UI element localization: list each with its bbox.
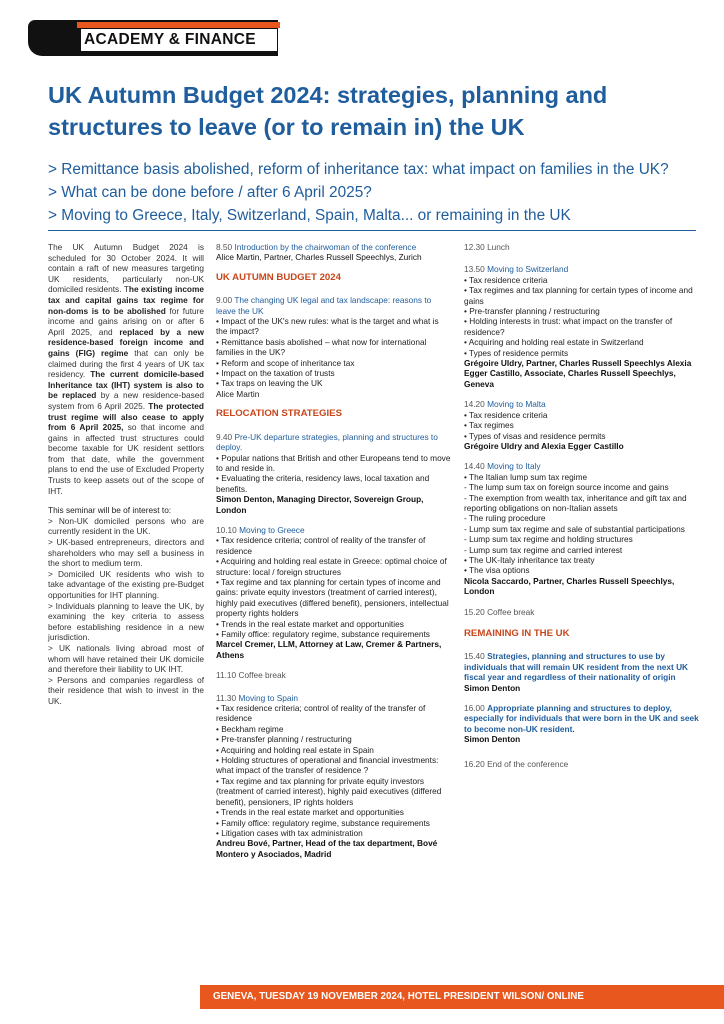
program-column-afternoon (464, 242, 700, 781)
session-point: • Pre-transfer planning / restructuring (216, 734, 352, 745)
session-point: • Beckham regime (216, 723, 284, 734)
intro-text: so that income and gains in affected trust structures could become taxable for UK resident settlors from that date, while the government plans to end the use of Excluded Property Trusts to keep assets out of the scope of IHT. (48, 422, 204, 496)
section-heading: REMAINING IN THE UK (464, 628, 570, 639)
session-point: - The lump sum tax on foreign source income and gains (464, 482, 669, 493)
session-1350 (464, 264, 700, 389)
session-point: • Acquiring and holding real estate in Spain (216, 744, 374, 755)
session-point: • Litigation cases with tax administration (216, 827, 363, 838)
session-speaker: Alice Martin (216, 388, 260, 399)
session-point: • Family office: regulatory regime, substance requirements (216, 817, 430, 828)
intro-highlight: The current domicile-based Inheritance tax (IHT) system is also to be replaced (48, 369, 204, 401)
session-title: Introduction by the chairwoman of the conference (234, 242, 417, 252)
session-point: • Impact of the UK's new rules: what is the target and what is the impact? (216, 316, 439, 337)
session-point: • Tax residence criteria (464, 409, 548, 420)
session-point: • The visa options (464, 565, 530, 576)
coffee-break: 15.20 Coffee break (464, 606, 535, 617)
session-point: • Tax regimes and tax planning for certain types of income and gains (464, 285, 693, 306)
intro-highlight: The protected trust regime will also cease to apply from 6 April 2025, (48, 400, 204, 433)
session-1420 (464, 399, 700, 451)
session-title: The changing UK legal and tax landscape: reasons to leave the UK (216, 295, 432, 316)
subtitle-item: > Remittance basis abolished, reform of inheritance tax: what impact on families in the UK? (48, 161, 669, 178)
session-point: • Tax residence criteria; control of reality of the transfer of residence (216, 703, 426, 724)
interest-heading: This seminar will be of interest to: (48, 505, 172, 516)
session-time: 13.50 (464, 264, 485, 275)
session-point: • Pre-transfer planning / restructuring (464, 306, 600, 317)
session-speaker: Simon Denton, Managing Director, Sovereign Group, London (216, 494, 424, 515)
session-900 (216, 295, 452, 399)
intro-column (48, 242, 204, 716)
session-title: Moving to Italy (487, 461, 541, 472)
brand-logo: ACADEMY & FINANCE (81, 29, 277, 51)
session-time: 10.10 (216, 524, 237, 535)
session-1010 (216, 525, 452, 660)
session-title: Pre-UK departure strategies, planning and structures to deploy. (216, 431, 438, 453)
session-title: Moving to Switzerland (487, 264, 569, 275)
session-point: • Types of visas and residence permits (464, 430, 606, 441)
session-point: • The Italian lump sum tax regime (464, 471, 588, 482)
session-time: 15.40 (464, 651, 485, 662)
intro-text: by a new residence-based system from 6 April 2025. (48, 390, 204, 411)
subtitle-item: > Moving to Greece, Italy, Switzerland, Spain, Malta... or remaining in the UK (48, 207, 571, 224)
section-heading: RELOCATION STRATEGIES (216, 408, 342, 420)
page-title: UK Autumn Budget 2024: strategies, planning and structures to leave (or to remain in) the UK (48, 82, 608, 140)
session-time: 8.50 (216, 242, 233, 252)
session-point: • Tax residence criteria (464, 274, 548, 285)
session-speaker: Alice Martin, Partner, Charles Russell Speechlys, Zurich (216, 252, 422, 263)
session-title: Appropriate planning and structures to deploy, especially for individuals that were born in the UK and seek to become non-UK resident. (464, 703, 699, 734)
session-title: Moving to Malta (487, 399, 546, 410)
subtitle-item: > What can be done before / after 6 April 2025? (48, 184, 372, 201)
session-1440 (464, 461, 700, 596)
session-time: 16.00 (464, 703, 485, 714)
session-speaker: Grégoire Uldry, Partner, Charles Russell Speechlys Alexia Egger Castillo, Associate, Charles Russell Speechlys, Geneva (464, 358, 692, 389)
session-point: • Impact on the taxation of trusts (216, 368, 335, 379)
intro-paragraph (48, 242, 204, 496)
session-speaker: Andreu Bové, Partner, Head of the tax department, Bové Montero y Asociados, Madrid (216, 838, 438, 859)
intro-highlight: he existing income tax and capital gains tax regime for non-doms is to be abolished (48, 284, 204, 316)
session-point: • Family office: regulatory regime, substance requirements (216, 629, 430, 639)
session-speaker: Simon Denton (464, 734, 521, 745)
session-point: - Lump sum tax regime and carried interest (464, 544, 623, 555)
interest-item: > UK nationals living abroad most of whom will have retained their UK domicile and therefore their liability to UK IHT. (48, 642, 204, 675)
session-point: - The exemption from wealth tax, inheritance and gift tax and reporting obligations on non-Italian assets (464, 492, 687, 513)
session-title: Strategies, planning and structures to use by individuals that will remain UK resident from the next UK fiscal year and regardless of their nationality of origin (464, 651, 689, 683)
session-point: • Acquiring and holding real estate in Switzerland (464, 337, 644, 348)
interest-item: > Non-UK domiciled persons who are currently resident in the UK. (48, 515, 204, 537)
session-opening (216, 242, 452, 263)
subtitle-list (48, 158, 708, 227)
session-point: • Popular nations that British and other Europeans tend to move to and reside in. (216, 452, 451, 473)
session-speaker: Grégoire Uldry and Alexia Egger Castillo (464, 440, 624, 451)
session-point: • Holding interests in trust: what impact on the transfer of residence? (464, 316, 673, 337)
end-of-conference: 16.20 End of the conference (464, 758, 569, 769)
interest-block (48, 505, 204, 706)
intro-text: that can only be claimed during the first 4 years of UK tax residency. (48, 347, 204, 380)
session-point: • Tax regimes (464, 420, 514, 431)
interest-item: > Individuals planning to leave the UK, by examining the key criteria to assess before establishing residence in a new jurisdiction. (48, 600, 204, 643)
lunch-break: 12.30 Lunch (464, 242, 510, 252)
coffee-break: 11.10 Coffee break (216, 670, 286, 681)
session-1540 (464, 651, 700, 693)
header-orange-stripe (77, 22, 280, 28)
session-point: • Tax residence criteria; control of reality of the transfer of residence (216, 535, 426, 556)
session-point: • Tax regime and tax planning for certain types of income and gains: private equity investors (treatment of carried interest), highly paid executives (differed benefit), pensioners, intellectual property rights holders (216, 576, 449, 619)
session-point: • Tax regime and tax planning for private equity investors (treatment of carried interest), highly paid executives (differed benefit), pensioners, IP rights holders (216, 775, 442, 807)
session-point: • Evaluating the criteria, residency laws, local taxation and benefits. (216, 473, 430, 494)
session-point: - The ruling procedure (464, 513, 546, 524)
intro-highlight: replaced by a new residence-based foreign income and gains (FIG) regime (48, 326, 204, 358)
session-point: - Lump sum tax regime and holding structures (464, 534, 633, 545)
session-speaker: Marcel Cremer, LLM, Attorney at Law, Cremer & Partners, Athens (216, 639, 442, 660)
session-time: 9.40 (216, 431, 233, 442)
session-time: 9.00 (216, 295, 233, 306)
session-point: • Trends in the real estate market and opportunities (216, 807, 404, 818)
session-940 (216, 432, 452, 515)
session-point: • The UK-Italy inheritance tax treaty (464, 554, 595, 565)
section-heading: UK AUTUMN BUDGET 2024 (216, 271, 341, 283)
session-1130 (216, 693, 452, 860)
session-time: 11.30 (216, 692, 237, 703)
interest-item: > Domiciled UK residents who wish to take advantage of the existing pre-Budget opportunities for IHT planning. (48, 568, 204, 600)
session-speaker: Nicola Saccardo, Partner, Charles Russell Speechlys, London (464, 575, 675, 597)
event-footer: GENEVA, TUESDAY 19 NOVEMBER 2024, HOTEL PRESIDENT WILSON/ ONLINE (200, 985, 724, 1009)
divider (48, 230, 696, 231)
interest-item: > UK-based entrepreneurs, directors and shareholders who may sell a business in the short to medium term. (48, 537, 204, 569)
session-point: • Holding structures of operational and financial investments: what impact of the transfer of residence ? (216, 755, 439, 776)
session-1600 (464, 703, 700, 745)
session-speaker: Simon Denton (464, 682, 521, 693)
session-point: • Acquiring and holding real estate in Greece: optimal choice of structure: local / foreign structures (216, 556, 447, 577)
session-title: Moving to Spain (238, 692, 298, 703)
session-point: • Tax traps on leaving the UK (216, 378, 323, 389)
session-point: • Reform and scope of inheritance tax (216, 357, 355, 368)
program-column-morning (216, 242, 452, 869)
session-point: • Remittance basis abolished – what now for international families in the UK? (216, 336, 427, 358)
session-point: • Types of residence permits (464, 347, 569, 358)
session-point: • Trends in the real estate market and opportunities (216, 618, 404, 629)
intro-text: for future income and gains arising on or after 6 April 2025, and (48, 305, 204, 337)
session-time: 14.40 (464, 461, 485, 472)
session-time: 14.20 (464, 399, 485, 410)
interest-item: > Persons and companies regardless of their residence that wish to invest in the UK. (48, 674, 204, 706)
session-point: - Lump sum tax regime and sale of substantial participations (464, 523, 685, 534)
intro-text: The UK Autumn Budget 2024 is scheduled for 30 October 2024. It will contain a raft of new measures targeting UK residents, particularly non-UK domiciled residents. T (48, 242, 204, 295)
session-title: Moving to Greece (239, 524, 305, 535)
